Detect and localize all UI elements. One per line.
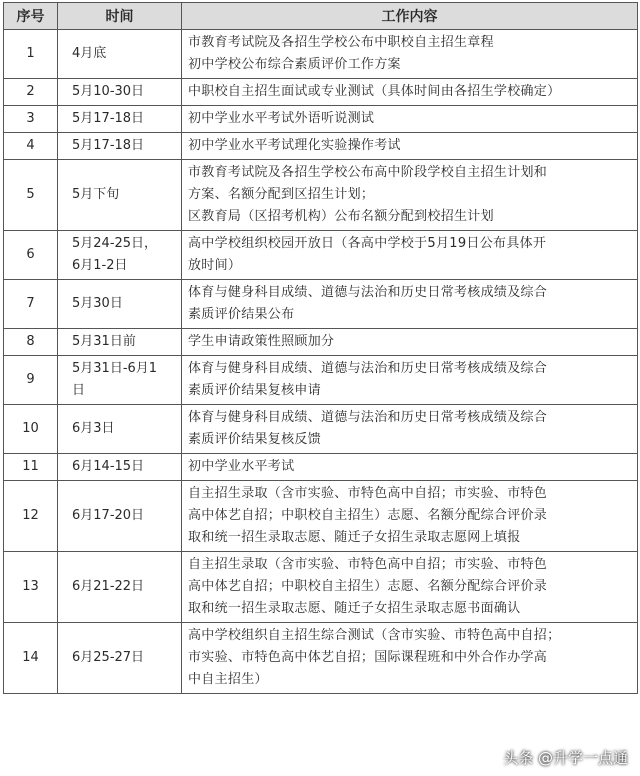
header-content: 工作内容 bbox=[182, 3, 638, 30]
row-time-line: 6月21-22日 bbox=[72, 579, 145, 594]
row-time-line: 5月17-18日 bbox=[72, 138, 145, 153]
row-seq: 12 bbox=[4, 481, 58, 552]
table-row bbox=[4, 133, 638, 160]
row-time bbox=[58, 481, 182, 552]
row-time-line: 日 bbox=[72, 383, 86, 398]
row-content bbox=[182, 405, 638, 454]
row-time-line: 5月下旬 bbox=[72, 187, 120, 202]
row-time-line: 5月24-25日， bbox=[72, 236, 158, 251]
row-time-line: 5月31日前 bbox=[72, 334, 136, 349]
row-content bbox=[182, 106, 638, 133]
row-seq: 4 bbox=[4, 133, 58, 160]
table-row bbox=[4, 106, 638, 133]
row-seq: 10 bbox=[4, 405, 58, 454]
row-content-line: 素质评价结果复核申请 bbox=[188, 383, 322, 398]
row-content bbox=[182, 329, 638, 356]
row-time-line: 4月底 bbox=[72, 46, 107, 61]
row-seq: 8 bbox=[4, 329, 58, 356]
row-content bbox=[182, 454, 638, 481]
row-content bbox=[182, 231, 638, 280]
row-content-line: 放时间） bbox=[188, 258, 242, 273]
row-content bbox=[182, 160, 638, 231]
row-time-line: 6月3日 bbox=[72, 421, 115, 436]
row-content bbox=[182, 280, 638, 329]
row-content-line: 中职校自主招生面试或专业测试（具体时间由各招生学校确定） bbox=[188, 84, 561, 99]
row-content-line: 初中学业水平考试 bbox=[188, 459, 295, 474]
row-seq: 2 bbox=[4, 79, 58, 106]
table-row bbox=[4, 329, 638, 356]
row-time bbox=[58, 280, 182, 329]
row-content-line: 自主招生录取（含市实验、市特色高中自招；市实验、市特色 bbox=[188, 486, 548, 501]
row-content-line: 高中体艺自招；中职校自主招生）志愿、名额分配综合评价录 bbox=[188, 508, 548, 523]
row-time bbox=[58, 231, 182, 280]
row-seq: 6 bbox=[4, 231, 58, 280]
row-time bbox=[58, 405, 182, 454]
row-content-line: 区教育局（区招考机构）公布名额分配到校招生计划 bbox=[188, 209, 494, 224]
row-time-line: 5月30日 bbox=[72, 296, 123, 311]
row-content-line: 素质评价结果公布 bbox=[188, 307, 295, 322]
row-seq: 3 bbox=[4, 106, 58, 133]
row-content-line: 市教育考试院及各招生学校公布中职校自主招生章程 bbox=[188, 35, 494, 50]
row-content bbox=[182, 623, 638, 694]
table-body bbox=[4, 30, 638, 694]
row-content-line: 市实验、市特色高中体艺自招；国际课程班和中外合作办学高 bbox=[188, 650, 548, 665]
row-content-line: 高中学校组织校园开放日（各高中学校于5月19日公布具体开 bbox=[188, 236, 547, 251]
table-row bbox=[4, 30, 638, 79]
row-time bbox=[58, 30, 182, 79]
row-seq: 5 bbox=[4, 160, 58, 231]
row-content-line: 体育与健身科目成绩、道德与法治和历史日常考核成绩及综合 bbox=[188, 361, 548, 376]
table-row bbox=[4, 454, 638, 481]
row-time bbox=[58, 623, 182, 694]
table-row bbox=[4, 79, 638, 106]
table-row bbox=[4, 356, 638, 405]
row-content-line: 素质评价结果复核反馈 bbox=[188, 432, 322, 447]
row-content bbox=[182, 133, 638, 160]
row-seq: 13 bbox=[4, 552, 58, 623]
row-content-line: 取和统一招生录取志愿、随迁子女招生录取志愿网上填报 bbox=[188, 530, 521, 545]
schedule-table-wrapper bbox=[3, 2, 637, 694]
row-content-line: 体育与健身科目成绩、道德与法治和历史日常考核成绩及综合 bbox=[188, 285, 548, 300]
row-content-line: 高中体艺自招；中职校自主招生）志愿、名额分配综合评价录 bbox=[188, 579, 548, 594]
row-content bbox=[182, 30, 638, 79]
row-time bbox=[58, 106, 182, 133]
row-content-line: 初中学业水平考试外语听说测试 bbox=[188, 111, 375, 126]
row-content-line: 取和统一招生录取志愿、随迁子女招生录取志愿书面确认 bbox=[188, 601, 521, 616]
row-seq: 1 bbox=[4, 30, 58, 79]
row-content-line: 学生申请政策性照顾加分 bbox=[188, 334, 335, 349]
row-time bbox=[58, 454, 182, 481]
row-content bbox=[182, 356, 638, 405]
row-content bbox=[182, 552, 638, 623]
row-time bbox=[58, 133, 182, 160]
row-time bbox=[58, 79, 182, 106]
row-content bbox=[182, 79, 638, 106]
row-time bbox=[58, 160, 182, 231]
row-time-line: 6月1-2日 bbox=[72, 258, 128, 273]
row-content-line: 初中学校公布综合素质评价工作方案 bbox=[188, 57, 401, 72]
row-time-line: 6月25-27日 bbox=[72, 650, 145, 665]
row-time bbox=[58, 329, 182, 356]
row-seq: 11 bbox=[4, 454, 58, 481]
schedule-table bbox=[3, 2, 638, 694]
row-time-line: 5月31日-6月1 bbox=[72, 361, 158, 376]
table-row bbox=[4, 405, 638, 454]
row-content-line: 初中学业水平考试理化实验操作考试 bbox=[188, 138, 401, 153]
table-row bbox=[4, 160, 638, 231]
row-content-line: 方案、名额分配到区招生计划； bbox=[188, 187, 375, 202]
table-row bbox=[4, 231, 638, 280]
row-time-line: 5月17-18日 bbox=[72, 111, 145, 126]
table-row bbox=[4, 623, 638, 694]
header-seq: 序号 bbox=[4, 3, 58, 30]
row-seq: 7 bbox=[4, 280, 58, 329]
row-content-line: 中自主招生） bbox=[188, 672, 268, 687]
table-header-row bbox=[4, 3, 638, 30]
row-seq: 14 bbox=[4, 623, 58, 694]
row-time bbox=[58, 356, 182, 405]
watermark: 头条 @升学一点通 bbox=[503, 749, 628, 767]
table-row bbox=[4, 280, 638, 329]
row-time-line: 6月17-20日 bbox=[72, 508, 145, 523]
header-time: 时间 bbox=[58, 3, 182, 30]
table-row bbox=[4, 481, 638, 552]
row-content-line: 市教育考试院及各招生学校公布高中阶段学校自主招生计划和 bbox=[188, 165, 548, 180]
row-content-line: 自主招生录取（含市实验、市特色高中自招；市实验、市特色 bbox=[188, 557, 548, 572]
table-row bbox=[4, 552, 638, 623]
row-content bbox=[182, 481, 638, 552]
row-time bbox=[58, 552, 182, 623]
row-time-line: 6月14-15日 bbox=[72, 459, 145, 474]
row-content-line: 高中学校组织自主招生综合测试（含市实验、市特色高中自招； bbox=[188, 628, 561, 643]
row-time-line: 5月10-30日 bbox=[72, 84, 145, 99]
row-content-line: 体育与健身科目成绩、道德与法治和历史日常考核成绩及综合 bbox=[188, 410, 548, 425]
row-seq: 9 bbox=[4, 356, 58, 405]
